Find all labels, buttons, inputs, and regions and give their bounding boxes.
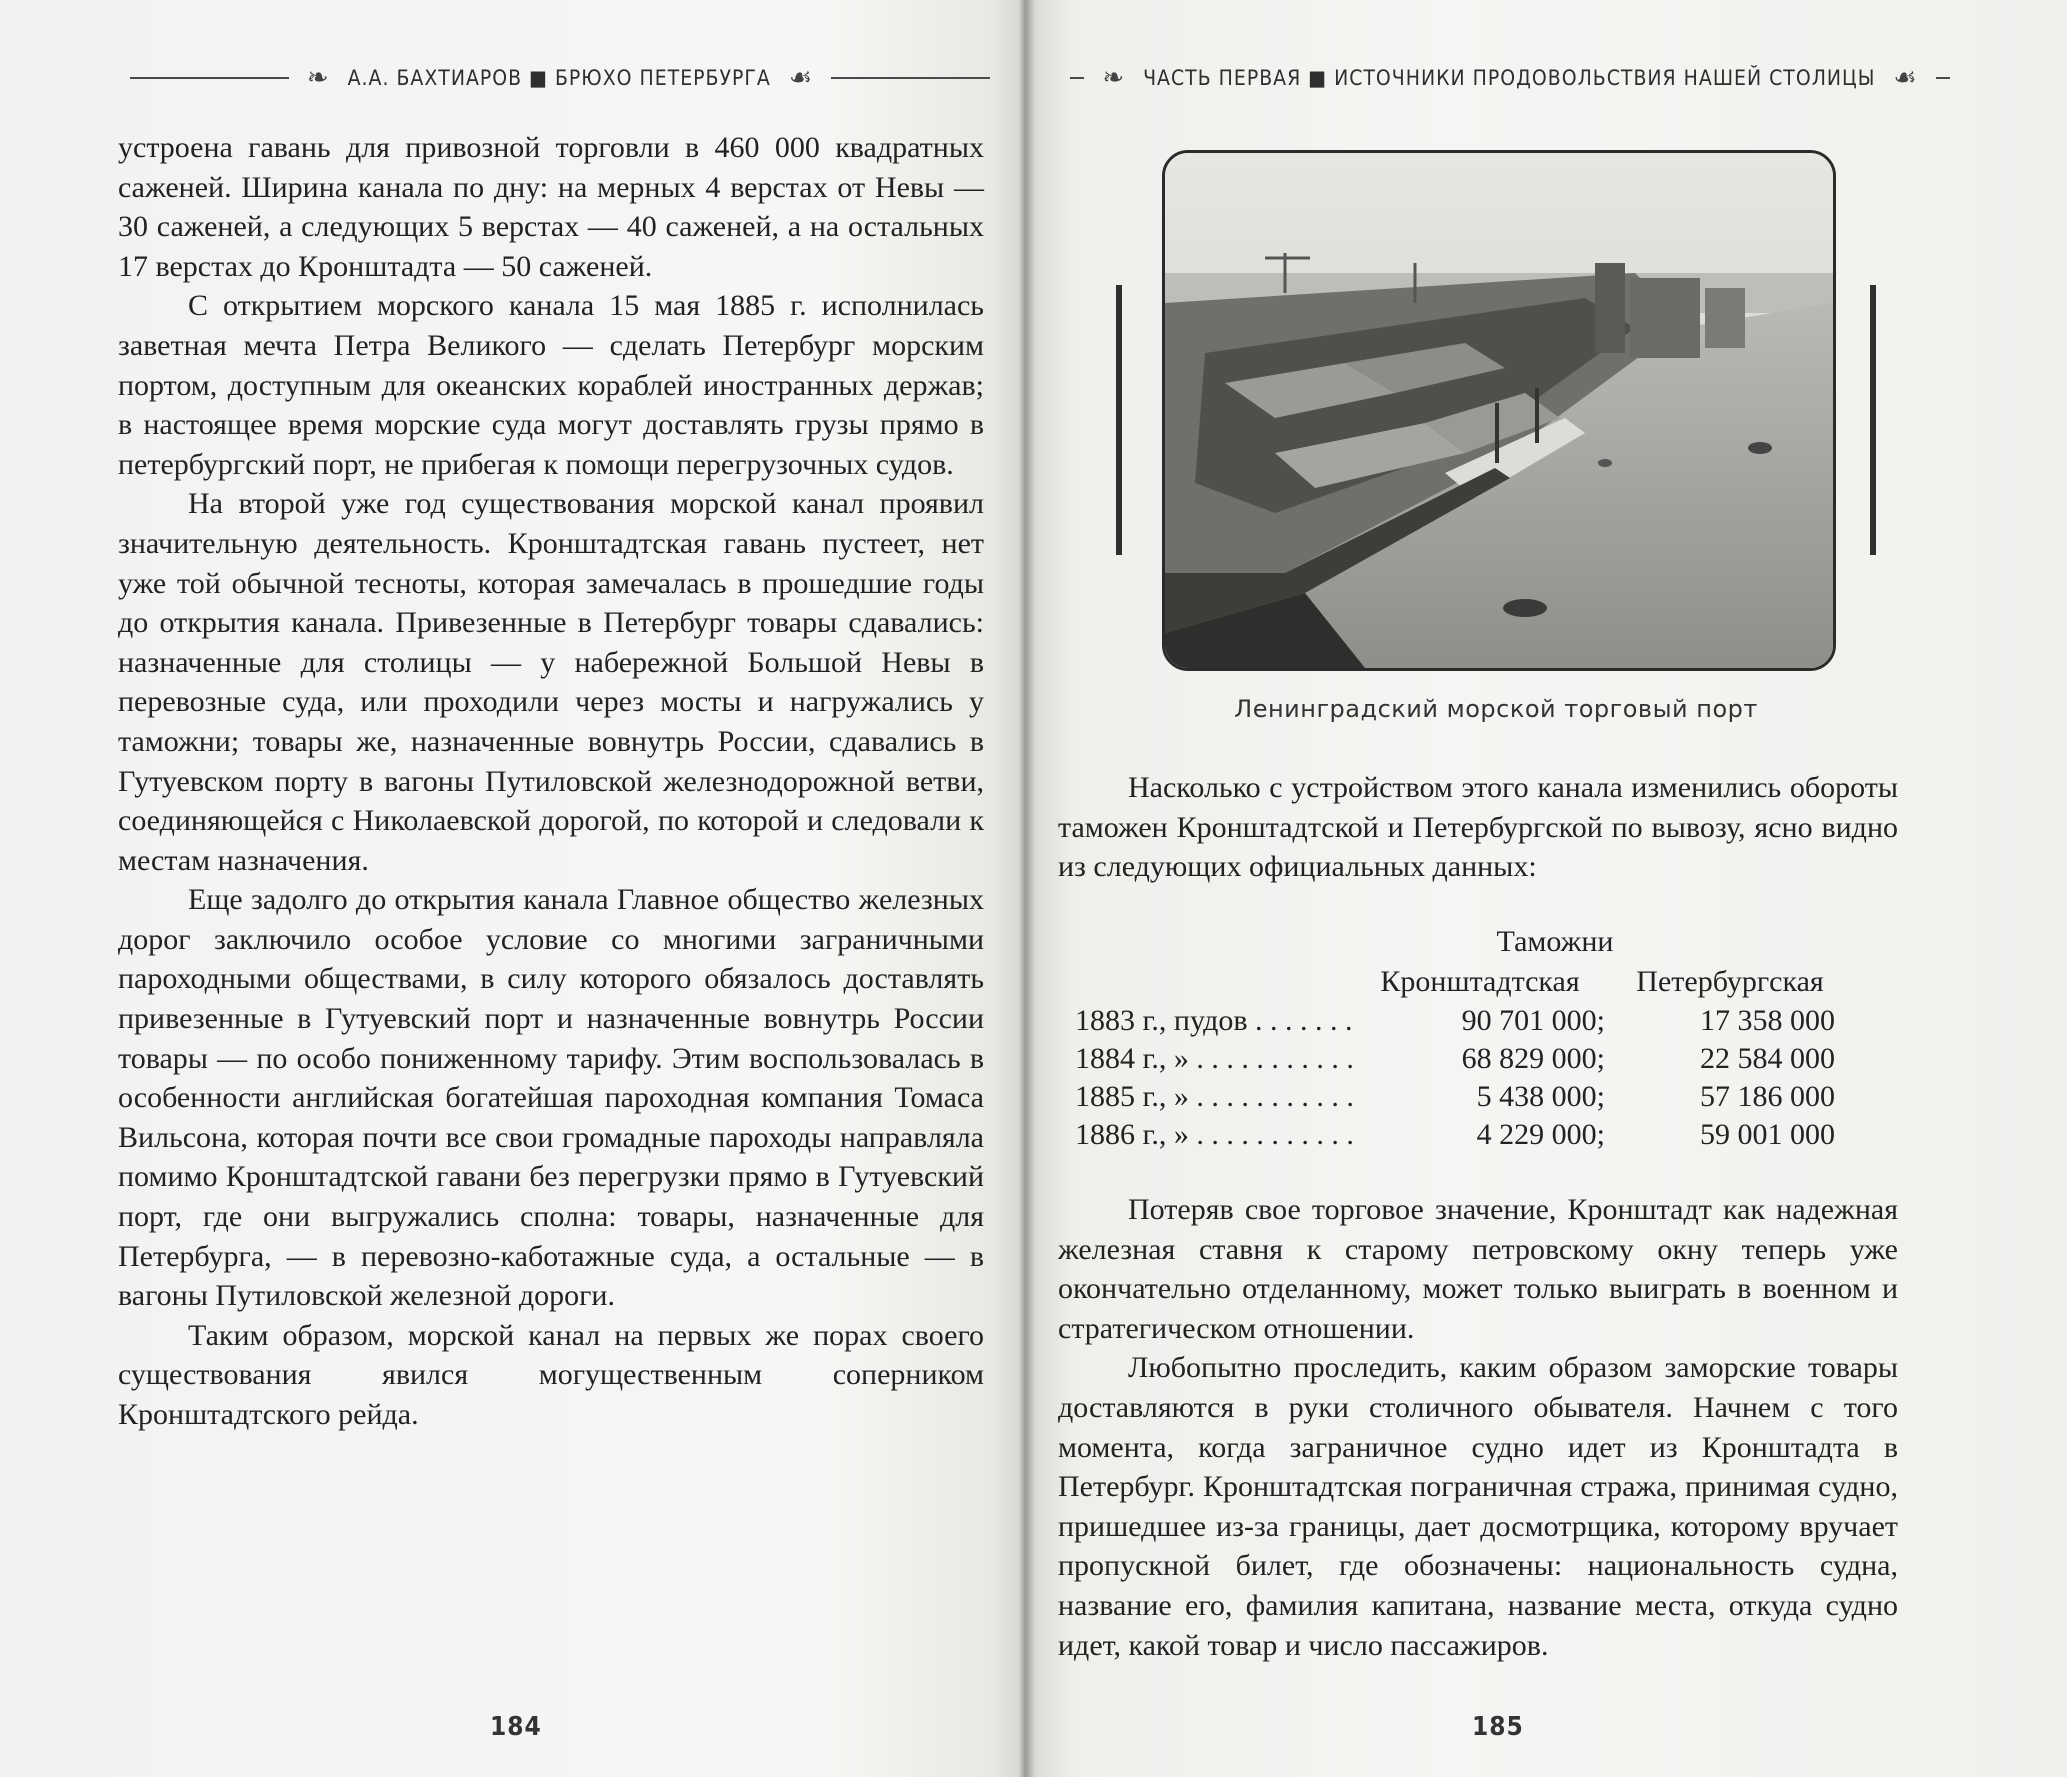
paragraph: устроена гавань для привозной торговли в 460 000 квадратных саженей. Ширина канала по дну: на мерных 4 верстах от Невы — 30 саженей, а следующих 5 верстах — 40 саженей, а на остальных 17 верстах до Кронштадта — 50 саженей. (118, 131, 984, 283)
photo-caption: Ленинградский морской торговый порт (1234, 695, 1758, 723)
paragraph: На второй уже год существования морской канал проявил значительную деятельность. Кронштадтская гавань пустеет, нет уже той обычной тесноты, которая замечалась в прошедшие годы до открытия канала. Привезенные в Петербург товары сдавались: назначенные для столицы — у набережной Большой Невы в перевозные суда, или проходили через мосты и нагружались у таможни; товары же, назначенные вовнутрь России, сдавались в Гутуевском порту в вагоны Путиловской железнодорожной ветви, соединяющейся с Николаевской дорогой, по которой и следовали к местам назначения. (118, 487, 984, 877)
port-photo (1162, 150, 1836, 671)
row-label: 1884 г., » . . . . . . . . . . . (1075, 1042, 1354, 1075)
table-title: Таможни (1496, 925, 1614, 958)
petersburg-value: 22 584 000 (1700, 1042, 1835, 1075)
paragraph: Любопытно проследить, каким образом заморские товары доставляются в руки столичного обывателя. Начнем с того момента, когда заграничное судно идет из Кронштадта в Петербург. Кронштадтская пограничная стража, принимая судно, пришедшее из-за границы, дает досмотрщика, которому вручает пропускной билет, где обозначены: национальность судна, название его, фамилия капитана, название места, откуда судно идет, какой товар и число пассажиров. (1058, 1351, 1898, 1662)
right-page (1020, 0, 2067, 1777)
flourish-ornament-icon: ☙ (1893, 63, 1918, 93)
petersburg-value: 57 186 000 (1700, 1080, 1835, 1113)
left-page (0, 0, 1015, 1777)
table-row (1075, 1116, 1855, 1154)
paragraph: Таким образом, морской канал на первых же порах своего существования явился могущественным соперником Кронштадтского рейда. (118, 1318, 984, 1431)
right-intro-text (1058, 768, 1898, 887)
flourish-ornament-icon: ❧ (1102, 63, 1126, 93)
row-label: 1885 г., » . . . . . . . . . . . (1075, 1080, 1354, 1113)
flourish-ornament-icon: ☙ (788, 63, 814, 93)
paragraph: Насколько с устройством этого канала изменились обороты таможен Кронштадтской и Петербургской по вывозу, ясно видно из следующих официальных данных: (1058, 771, 1898, 884)
left-running-head (130, 58, 990, 98)
row-label: 1883 г., пудов . . . . . . . (1075, 1004, 1353, 1037)
left-body-text (118, 128, 984, 1435)
row-label: 1886 г., » . . . . . . . . . . . (1075, 1118, 1354, 1151)
photo-side-bar (1870, 285, 1876, 555)
kronstadt-value: 90 701 000; (1461, 1004, 1605, 1037)
paragraph: С открытием морского канала 15 мая 1885 г. исполнилась заветная мечта Петра Великого — сделать Петербург морским портом, доступным для океанских кораблей иностранных держав; в настоящее время морские суда могут доставлять грузы прямо в петербургский порт, не прибегая к помощи перегрузочных судов. (118, 289, 984, 481)
ornament-rule (831, 77, 990, 79)
ornament-rule (130, 77, 289, 79)
ornament-rule (1936, 77, 1950, 79)
kronstadt-value: 68 829 000; (1461, 1042, 1605, 1075)
table-row (1075, 1078, 1855, 1116)
table-row (1075, 1002, 1855, 1040)
table-header (1355, 962, 1855, 1002)
paragraph: Потеряв свое торговое значение, Кронштадт как надежная железная ставня к старому петровскому окну теперь уже окончательно отделанному, может только выиграть в военном и стратегическом отношении. (1058, 1193, 1898, 1345)
kronstadt-value: 5 438 000; (1476, 1080, 1605, 1113)
table-row (1075, 1040, 1855, 1078)
petersburg-value: 59 001 000 (1700, 1118, 1835, 1151)
petersburg-value: 17 358 000 (1700, 1004, 1835, 1037)
kronstadt-value: 4 229 000; (1476, 1118, 1605, 1151)
left-running-head-text: А.А. БАХТИАРОВ ■ БРЮХО ПЕТЕРБУРГА (347, 66, 771, 90)
page-number: 185 (1472, 1712, 1524, 1742)
flourish-ornament-icon: ❧ (306, 63, 330, 93)
column-header: Петербургская (1636, 965, 1824, 998)
photo-side-bar (1116, 285, 1122, 555)
paragraph: Еще задолго до открытия канала Главное общество железных дорог заключило особое условие со многими заграничными пароходными обществами, в силу которого обязалось доставлять привезенные в Гутуевский порт и назначенные вовнутрь России товары — по особо пониженному тарифу. Этим воспользовалась в особенности английская богатейшая пароходная компания Томаса Вильсона, которая почти все свои громадные пароходы направляла помимо Кронштадтской гавани без перегрузки прямо в Гутуевский порт, где они выгружались сполна: товары, назначенные для Петербурга, — в перевозно-каботажные суда, а остальные — в вагоны Путиловской железной дороги. (118, 883, 984, 1313)
right-running-head-text: ЧАСТЬ ПЕРВАЯ ■ ИСТОЧНИКИ ПРОДОВОЛЬСТВИЯ НАШЕЙ СТОЛИЦЫ (1143, 66, 1876, 90)
customs-table (1075, 922, 1855, 1154)
column-header: Кронштадтская (1380, 965, 1580, 998)
page-number: 184 (490, 1712, 542, 1742)
ornament-rule (1070, 77, 1084, 79)
right-running-head (1070, 58, 1950, 98)
right-body-text (1058, 1190, 1898, 1665)
port-photo-figure (1116, 150, 1876, 670)
